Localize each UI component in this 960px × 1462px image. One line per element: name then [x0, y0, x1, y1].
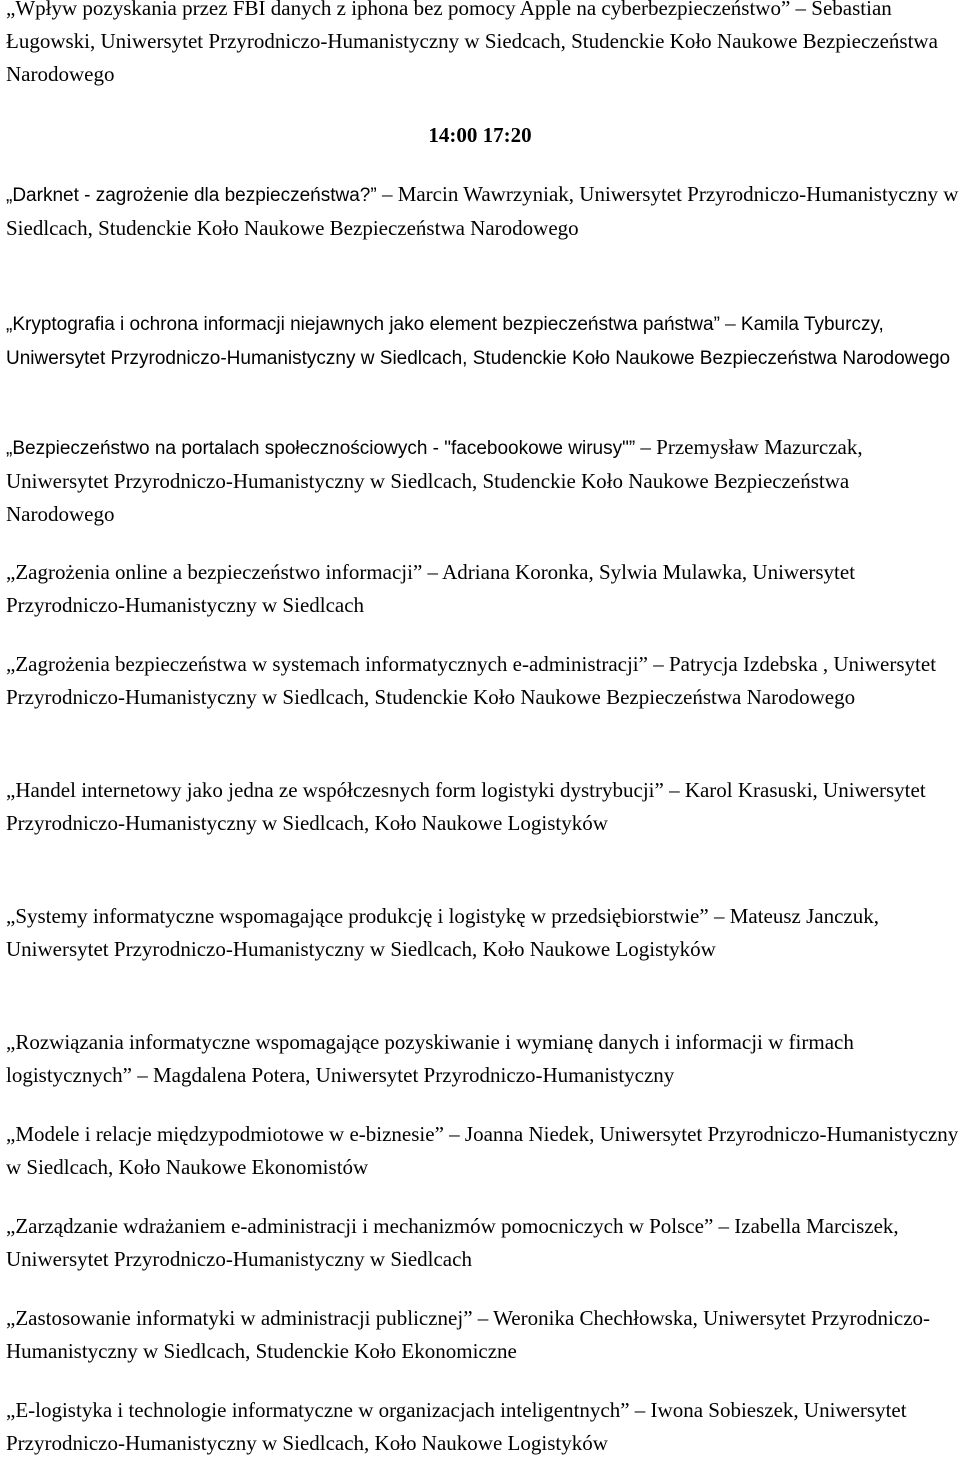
- entry-title: „E-logistyka i technologie informatyczne w organizacjach inteligentnych”: [6, 1398, 630, 1422]
- entry-title: „Kryptografia i ochrona informacji niejawnych jako element bezpieczeństwa państwa”: [6, 314, 720, 335]
- entry-title: „Rozwiązania informatyczne wspomagające pozyskiwanie i wymianę danych i informacji w firmach logistycznych”: [6, 1030, 854, 1087]
- schedule-entry: „Handel internetowy jako jedna ze współczesnych form logistyki dystrybucji” – Karol Krasuski, Uniwersytet Przyrodniczo-Humanistyczny w Siedlcach, Koło Naukowe Logistyków: [6, 778, 926, 835]
- schedule-entry: „Kryptografia i ochrona informacji niejawnych jako element bezpieczeństwa państwa” – Kamila Tyburczy, Uniwersytet Przyrodniczo-Humanistyczny w Siedlcach, Studenckie Koło Naukowe Bezpieczeństwa Narodowego: [6, 311, 951, 369]
- entry-author: Przemysław Mazurczak, Uniwersytet Przyrodniczo-Humanistyczny w Siedlcach, Studenckie Koło Naukowe Bezpieczeństwa Narodowego: [6, 435, 863, 526]
- entry-author: Izabella Marciszek, Uniwersytet Przyrodniczo-Humanistyczny w Siedlcach: [6, 1214, 899, 1271]
- schedule-entry: „Zagrożenia bezpieczeństwa w systemach informatycznych e-administracji” – Patrycja Izdebska , Uniwersytet Przyrodniczo-Humanistyczny w Siedlcach, Studenckie Koło Naukowe Bezpieczeństwa Narodowego: [6, 652, 937, 709]
- entry-author: Iwona Sobieszek, Uniwersytet Przyrodniczo-Humanistyczny w Siedlcach, Koło Naukowe Logistyków: [6, 1398, 907, 1455]
- entry-title: „Systemy informatyczne wspomagające produkcję i logistykę w przedsiębiorstwie”: [6, 904, 709, 928]
- entry-author: Adriana Koronka, Sylwia Mulawka, Uniwersytet Przyrodniczo-Humanistyczny w Siedlcach: [6, 560, 856, 617]
- entry-author: Kamila Tyburczy, Uniwersytet Przyrodniczo-Humanistyczny w Siedlcach, Studenckie Koło Naukowe Bezpieczeństwa Narodowego: [6, 314, 951, 369]
- schedule-entry: „Zagrożenia online a bezpieczeństwo informacji” – Adriana Koronka, Sylwia Mulawka, Uniwersytet Przyrodniczo-Humanistyczny w Siedlcach: [6, 560, 856, 617]
- entry-author: Sebastian Ługowski, Uniwersytet Przyrodniczo-Humanistyczny w Siedcach, Studenckie Koło Naukowe Bezpieczeństwa Narodowego: [6, 0, 938, 86]
- entry-title: „Handel internetowy jako jedna ze współczesnych form logistyki dystrybucji”: [6, 778, 664, 802]
- entry-author: Marcin Wawrzyniak, Uniwersytet Przyrodniczo-Humanistyczny w Siedlcach, Studenckie Koło Naukowe Bezpieczeństwa Narodowego: [6, 182, 959, 240]
- schedule-entry: „Darknet - zagrożenie dla bezpieczeństwa?” – Marcin Wawrzyniak, Uniwersytet Przyrodniczo-Humanistyczny w Siedlcach, Studenckie Koło Naukowe Bezpieczeństwa Narodowego: [6, 182, 959, 240]
- entry-author: Weronika Chechłowska, Uniwersytet Przyrodniczo-Humanistyczny w Siedlcach, Studenckie Koło Ekonomiczne: [6, 1306, 931, 1363]
- time-heading: 14:00 17:20: [428, 123, 532, 147]
- entry-author: Joanna Niedek, Uniwersytet Przyrodniczo-Humanistyczny w Siedlcach, Koło Naukowe Ekonomistów: [6, 1122, 959, 1179]
- entry-author: Magdalena Potera, Uniwersytet Przyrodniczo-Humanistyczny: [152, 1063, 675, 1087]
- schedule-entry: „Systemy informatyczne wspomagające produkcję i logistykę w przedsiębiorstwie” – Mateusz Janczuk, Uniwersytet Przyrodniczo-Humanistyczny w Siedlcach, Koło Naukowe Logistyków: [6, 904, 879, 961]
- schedule-entry: „Zastosowanie informatyki w administracji publicznej” – Weronika Chechłowska, Uniwersytet Przyrodniczo-Humanistyczny w Siedlcach, Studenckie Koło Ekonomiczne: [6, 1306, 931, 1363]
- entry-title: „Zarządzanie wdrażaniem e-administracji i mechanizmów pomocniczych w Polsce”: [6, 1214, 714, 1238]
- entry-author: Karol Krasuski, Uniwersytet Przyrodniczo-Humanistyczny w Siedlcach, Koło Naukowe Logistyków: [6, 778, 926, 835]
- schedule-entry: „Modele i relacje międzypodmiotowe w e-biznesie” – Joanna Niedek, Uniwersytet Przyrodniczo-Humanistyczny w Siedlcach, Koło Naukowe Ekonomistów: [6, 1122, 959, 1179]
- entry-author: Mateusz Janczuk, Uniwersytet Przyrodniczo-Humanistyczny w Siedlcach, Koło Naukowe Logistyków: [6, 904, 879, 961]
- entry-title: „Zagrożenia online a bezpieczeństwo informacji”: [6, 560, 423, 584]
- entry-title: „Darknet - zagrożenie dla bezpieczeństwa?”: [6, 185, 377, 206]
- schedule-entry: „Bezpieczeństwo na portalach społecznościowych - "facebookowe wirusy"” – Przemysław Mazurczak, Uniwersytet Przyrodniczo-Humanistyczny w Siedlcach, Studenckie Koło Naukowe Bezpieczeństwa Narodowego: [6, 435, 863, 526]
- schedule-entry: „Zarządzanie wdrażaniem e-administracji i mechanizmów pomocniczych w Polsce” – Izabella Marciszek, Uniwersytet Przyrodniczo-Humanistyczny w Siedlcach: [6, 1214, 899, 1271]
- entry-title: „Wpływ pozyskania przez FBI danych z iphona bez pomocy Apple na cyberbezpieczeństwo”: [6, 0, 791, 20]
- schedule-entry: „E-logistyka i technologie informatyczne w organizacjach inteligentnych” – Iwona Sobieszek, Uniwersytet Przyrodniczo-Humanistyczny w Siedlcach, Koło Naukowe Logistyków: [6, 1398, 907, 1455]
- entry-title: „Zagrożenia bezpieczeństwa w systemach informatycznych e-administracji”: [6, 652, 648, 676]
- entry-title: „Bezpieczeństwo na portalach społecznościowych - "facebookowe wirusy"”: [6, 438, 636, 459]
- entry-title: „Modele i relacje międzypodmiotowe w e-biznesie”: [6, 1122, 444, 1146]
- schedule-entry: „Wpływ pozyskania przez FBI danych z iphona bez pomocy Apple na cyberbezpieczeństwo” – Sebastian Ługowski, Uniwersytet Przyrodniczo-Humanistyczny w Siedcach, Studenckie Koło Naukowe Bezpieczeństwa Narodowego: [6, 0, 960, 91]
- schedule-entry: „Rozwiązania informatyczne wspomagające pozyskiwanie i wymianę danych i informacji w firmach logistycznych” – Magdalena Potera, Uniwersytet Przyrodniczo-Humanistyczny: [6, 1030, 854, 1087]
- entry-title: „Zastosowanie informatyki w administracji publicznej”: [6, 1306, 473, 1330]
- entry-author: Patrycja Izdebska , Uniwersytet Przyrodniczo-Humanistyczny w Siedlcach, Studenckie Koło Naukowe Bezpieczeństwa Narodowego: [6, 652, 937, 709]
